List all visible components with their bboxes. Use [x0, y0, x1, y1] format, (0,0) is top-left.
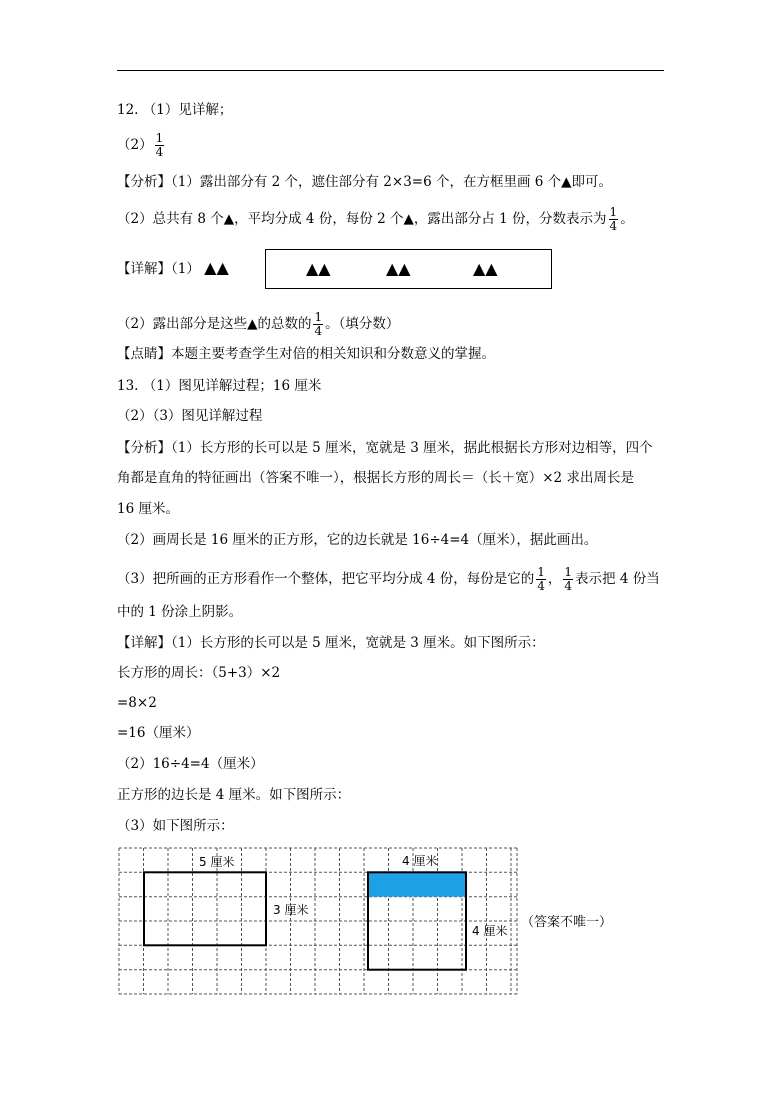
dashed-grid	[119, 848, 517, 994]
q12-answer-1: 12. （1）见详解；	[117, 102, 233, 118]
fraction-denominator: 4	[314, 324, 323, 338]
q13-answer-1: 13. （1）图见详解过程；16 厘米	[117, 378, 322, 394]
q13-calc-6: （3）如下图所示：	[117, 818, 234, 834]
triangles-shown-icon: ▲▲	[204, 258, 229, 277]
rectangle-5x3	[144, 872, 266, 945]
q13-analysis-3-comma: ，	[547, 571, 562, 587]
q13-detail-1: 【详解】（1）长方形的长可以是 5 厘米，宽就是 3 厘米。如下图所示：	[117, 635, 545, 651]
square-shaded-quarter	[368, 872, 466, 896]
q13-analysis-3b: 中的 1 份涂上阴影。	[117, 604, 243, 620]
q13-analysis-1: 【分析】（1）长方形的长可以是 5 厘米，宽就是 3 厘米，据此根据长方形对边相等，四个	[117, 440, 653, 456]
rect-width-label: 3 厘米	[273, 903, 309, 917]
fraction-numerator: 1	[564, 565, 573, 579]
triangle-pair-icon: ▲▲	[386, 259, 411, 278]
q12-analysis-2-end: 。	[620, 211, 634, 227]
fraction-numerator: 1	[314, 310, 323, 324]
fraction-numerator: 1	[609, 205, 618, 219]
q12-analysis-1: 【分析】（1）露出部分有 2 个，遮住部分有 2×3=6 个，在方框里画 6 个▲即可。	[117, 174, 613, 190]
fraction-denominator: 4	[537, 579, 545, 593]
q12-detail-2-end: 。（填分数）	[325, 316, 400, 332]
rect-length-label: 5 厘米	[199, 855, 235, 869]
q12-detail-2-text: （2）露出部分是这些▲的总数的	[117, 316, 312, 332]
q13-calc-2: =8×2	[117, 695, 157, 711]
q13-analysis-1b: 角都是直角的特征画出（答案不唯一），根据长方形的周长＝（长＋宽）×2 求出周长是	[117, 470, 634, 486]
fraction-numerator: 1	[537, 565, 545, 579]
q12-answer-2-prefix: （2）	[117, 137, 153, 153]
q13-calc-5: 正方形的边长是 4 厘米。如下图所示：	[117, 787, 351, 803]
fraction-numerator: 1	[155, 131, 164, 145]
q13-calc-1: 长方形的周长：（5+3）×2	[117, 665, 281, 681]
q13-analysis-3-text: （3）把所画的正方形看作一个整体，把它平均分成 4 份，每份是它的	[117, 571, 535, 587]
q13-analysis-2: （2）画周长是 16 厘米的正方形，它的边长就是 16÷4=4（厘米），据此画出。	[117, 532, 598, 548]
fraction-denominator: 4	[609, 219, 618, 233]
q12-analysis-2-text: （2）总共有 8 个▲，平均分成 4 份，每份 2 个▲，露出部分占 1 份，分数表示为	[117, 211, 607, 227]
fraction-denominator: 4	[155, 145, 164, 159]
q13-answer-2: （2）（3）图见详解过程	[117, 408, 263, 424]
square-top-label: 4 厘米	[402, 854, 438, 868]
q13-calc-3: =16（厘米）	[117, 725, 200, 741]
q13-analysis-1c: 16 厘米。	[117, 501, 179, 517]
q13-calc-4: （2）16÷4=4（厘米）	[117, 756, 264, 772]
fraction-denominator: 4	[564, 579, 573, 593]
square-side-label: 4 厘米	[472, 924, 508, 938]
answer-not-unique-note: （答案不唯一）	[521, 915, 613, 930]
q12-detail-1-prefix: 【详解】（1）	[117, 261, 200, 277]
triangle-pair-icon: ▲▲	[473, 259, 498, 278]
q13-analysis-3-end: 表示把 4 份当	[575, 571, 660, 587]
q12-comment: 【点睛】本题主要考查学生对倍的相关知识和分数意义的掌握。	[117, 346, 495, 362]
triangle-pair-icon: ▲▲	[306, 259, 331, 278]
